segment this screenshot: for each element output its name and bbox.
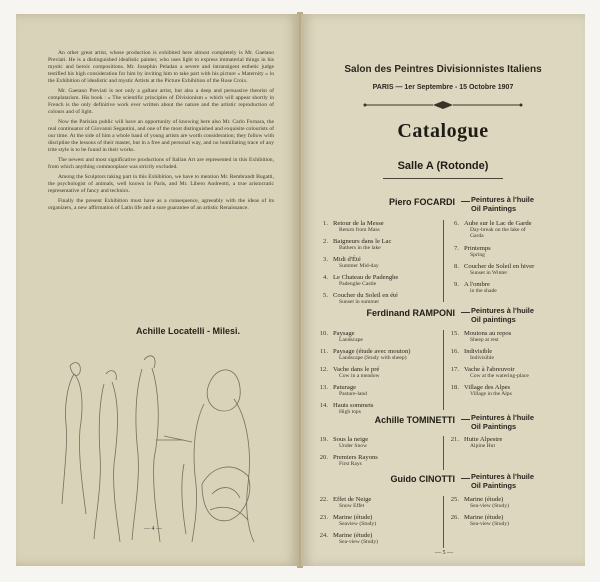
works-column-left — [316, 496, 436, 550]
catalogue-entry: 4. Le Chateau de Padenghe Padenghe Castle — [323, 274, 399, 287]
catalogue-entry: 8. Coucher de Soleil en hiver Sunset in Winter — [454, 263, 535, 276]
catalogue-entry: 17. Vache à l'abreuvoir Cow at the watering-place — [450, 366, 529, 379]
catalogue-entry: 13. Paturage Pasture-land — [319, 384, 367, 397]
artist-heading — [313, 195, 575, 215]
essay-text — [48, 50, 274, 215]
artist-name: Achille TOMINETTI — [374, 415, 455, 425]
column-divider — [443, 496, 444, 548]
essay-paragraph: Finally the present Exhibition must have as a consequence, agreeably with the ideas of its organizers, a new affirmation of Latin life and a sure guarantee of an artistic Renaissance. — [48, 198, 274, 211]
catalogue-entry: 15. Moutons au repos Sheep at rest — [450, 330, 512, 343]
catalogue-entry: 9. A l'ombre in the shade — [454, 281, 497, 294]
medium-label-en: Oil Paintings — [471, 481, 517, 490]
ornamental-rule — [363, 100, 523, 110]
room-underline — [383, 178, 503, 179]
catalogue-entry: 10. Paysage Landscape — [319, 330, 363, 343]
catalogue-entry: 5. Coucher du Soleil en été Sunset in summer — [323, 292, 398, 305]
right-page-number: — 5 — — [435, 550, 453, 556]
pencil-sketch-figures — [34, 344, 284, 544]
artist-dash: — — [461, 414, 470, 424]
catalogue-entry: 22. Effet de Neige Snow Effet — [319, 496, 372, 509]
column-divider — [443, 220, 444, 302]
works-column-left — [316, 220, 436, 310]
catalogue-entry: 24. Marine (étude) Sea-view (Study) — [319, 532, 378, 545]
catalogue-entry: 3. Midi d'Été Summer Mid-day — [323, 256, 379, 269]
medium-label-fr: Peintures à l'huile — [471, 195, 534, 204]
catalogue-entry: 23. Marine (étude) Seaview (Study) — [319, 514, 377, 527]
essay-paragraph: Among the Sculptors taking part in this Exhibition, we have to mention Mr. Rembrandt Bugatti, the psychologist of animals, well known in Paris, and Mr. Libero Andreotti, a true aristocratic representative of fancy and technics. — [48, 174, 274, 194]
artist-dash: — — [461, 307, 470, 317]
catalogue-entry: 20. Premiers Rayons First Rays — [319, 454, 378, 467]
right-page — [301, 14, 585, 566]
left-page — [16, 14, 299, 566]
artist-heading — [313, 306, 575, 326]
catalogue-entry: 6. Aube sur le Lac de Garde Day-break on the lake of Garda — [454, 220, 532, 239]
medium-label-en: Oil paintings — [471, 315, 516, 324]
author-signature: Achille Locatelli - Milesi. — [136, 326, 241, 336]
medium-label-fr: Peintures à l'huile — [471, 472, 534, 481]
catalogue-entry: 25. Marine (étude) Sea-view (Study) — [450, 496, 509, 509]
medium-label-en: Oil Paintings — [471, 204, 517, 213]
artist-heading — [313, 413, 575, 433]
essay-paragraph: The newest and most significative productions of Italian Art are represented in this Exhibition, from which anything commonplace was strictly excluded. — [48, 157, 274, 170]
medium-label-en: Oil Paintings — [471, 422, 517, 431]
catalogue-entry: 16. Indivisible Indivisible — [450, 348, 494, 361]
catalogue-entry: 2. Baigneurs dans le Lac Bathers in the lake — [323, 238, 392, 251]
artist-name: Ferdinand RAMPONI — [366, 308, 455, 318]
essay-paragraph: Mr. Gaetano Previati is not only a gallant artist, but also a deep and persuasive theorist of complatarism. His book : « The scientific principles of Divisionism » which will appear shortly in French is the only definitive work ever written about the nature and the artistic reproduction of colours and of light. — [48, 88, 274, 115]
artist-dash: — — [461, 473, 470, 483]
artist-dash: — — [461, 196, 470, 206]
works-column-right — [447, 436, 567, 454]
catalogue-entry: 26. Marine (étude) Sea-view (Study) — [450, 514, 509, 527]
column-divider — [443, 436, 444, 470]
catalogue-entry: 18. Village des Alpes Village in the Alps — [450, 384, 512, 397]
exhibition-dates: PARIS — 1er Septembre - 15 Octobre 1907 — [372, 84, 514, 91]
catalogue-entry: 14. Hauts sommets High tops — [319, 402, 374, 415]
catalogue-entry: 19. Sous la neige Under Snow — [319, 436, 369, 449]
works-column-right — [447, 330, 567, 402]
room-heading: Salle A (Rotonde) — [397, 160, 489, 172]
works-column-right — [447, 220, 567, 299]
column-divider — [443, 330, 444, 410]
catalogue-entry: 11. Paysage (étude avec mouton) Landscape (Study with sheep) — [320, 348, 411, 361]
catalogue-title: Catalogue — [397, 120, 489, 142]
artist-name: Guido CINOTTI — [390, 474, 455, 484]
works-column-left — [316, 436, 436, 472]
catalogue-entry: 21. Hutte Alpestre Alpine Hut — [450, 436, 503, 449]
catalogue-entry: 1. Retour de la Messe Return from Mass — [323, 220, 384, 233]
works-column-right — [447, 496, 567, 532]
left-page-number: — 4 — — [144, 526, 162, 532]
open-booklet — [8, 8, 592, 574]
catalogue-entry: 7. Printemps Spring — [454, 245, 491, 258]
artist-name: Piero FOCARDI — [388, 197, 455, 207]
works-column-left — [316, 330, 436, 420]
medium-label-fr: Peintures à l'huile — [471, 306, 534, 315]
medium-label-fr: Peintures à l'huile — [471, 413, 534, 422]
salon-title: Salon des Peintres Divisionnistes Italiens — [344, 64, 542, 75]
artist-heading — [313, 472, 575, 492]
catalogue-entry: 12. Vache dans le pré Cow in a meadow — [319, 366, 380, 379]
essay-paragraph: Now the Parisian public will have an opportunity of knowing here also Mr. Carlo Fornara, the real continuator of Giovanni Segantini, and one of the most distinguished and exquisite colourists of our time. At the side of him a whole band of young artists are worth consideration; they follow with discipline the lessons of their master, but in a free and personal way, and no humiliating trace of any trite style is to be found in their works. — [48, 119, 274, 153]
essay-paragraph: An other great artist, whose production is exhibited here almost completely is Mr. Gaetano Previati. He is a distinguished idealistic painter, who uses light to express immaterial things in his mystic and heroic compositions. Mr. Josephin Peladan a severe and intransigent esthetic judge testified his high consideration for him by inviting him to take part with his picture « Maternity » in the Exhibition of idealistic and mystic Artists at the Picture Exhibition of the Rose Croix. — [48, 50, 274, 84]
